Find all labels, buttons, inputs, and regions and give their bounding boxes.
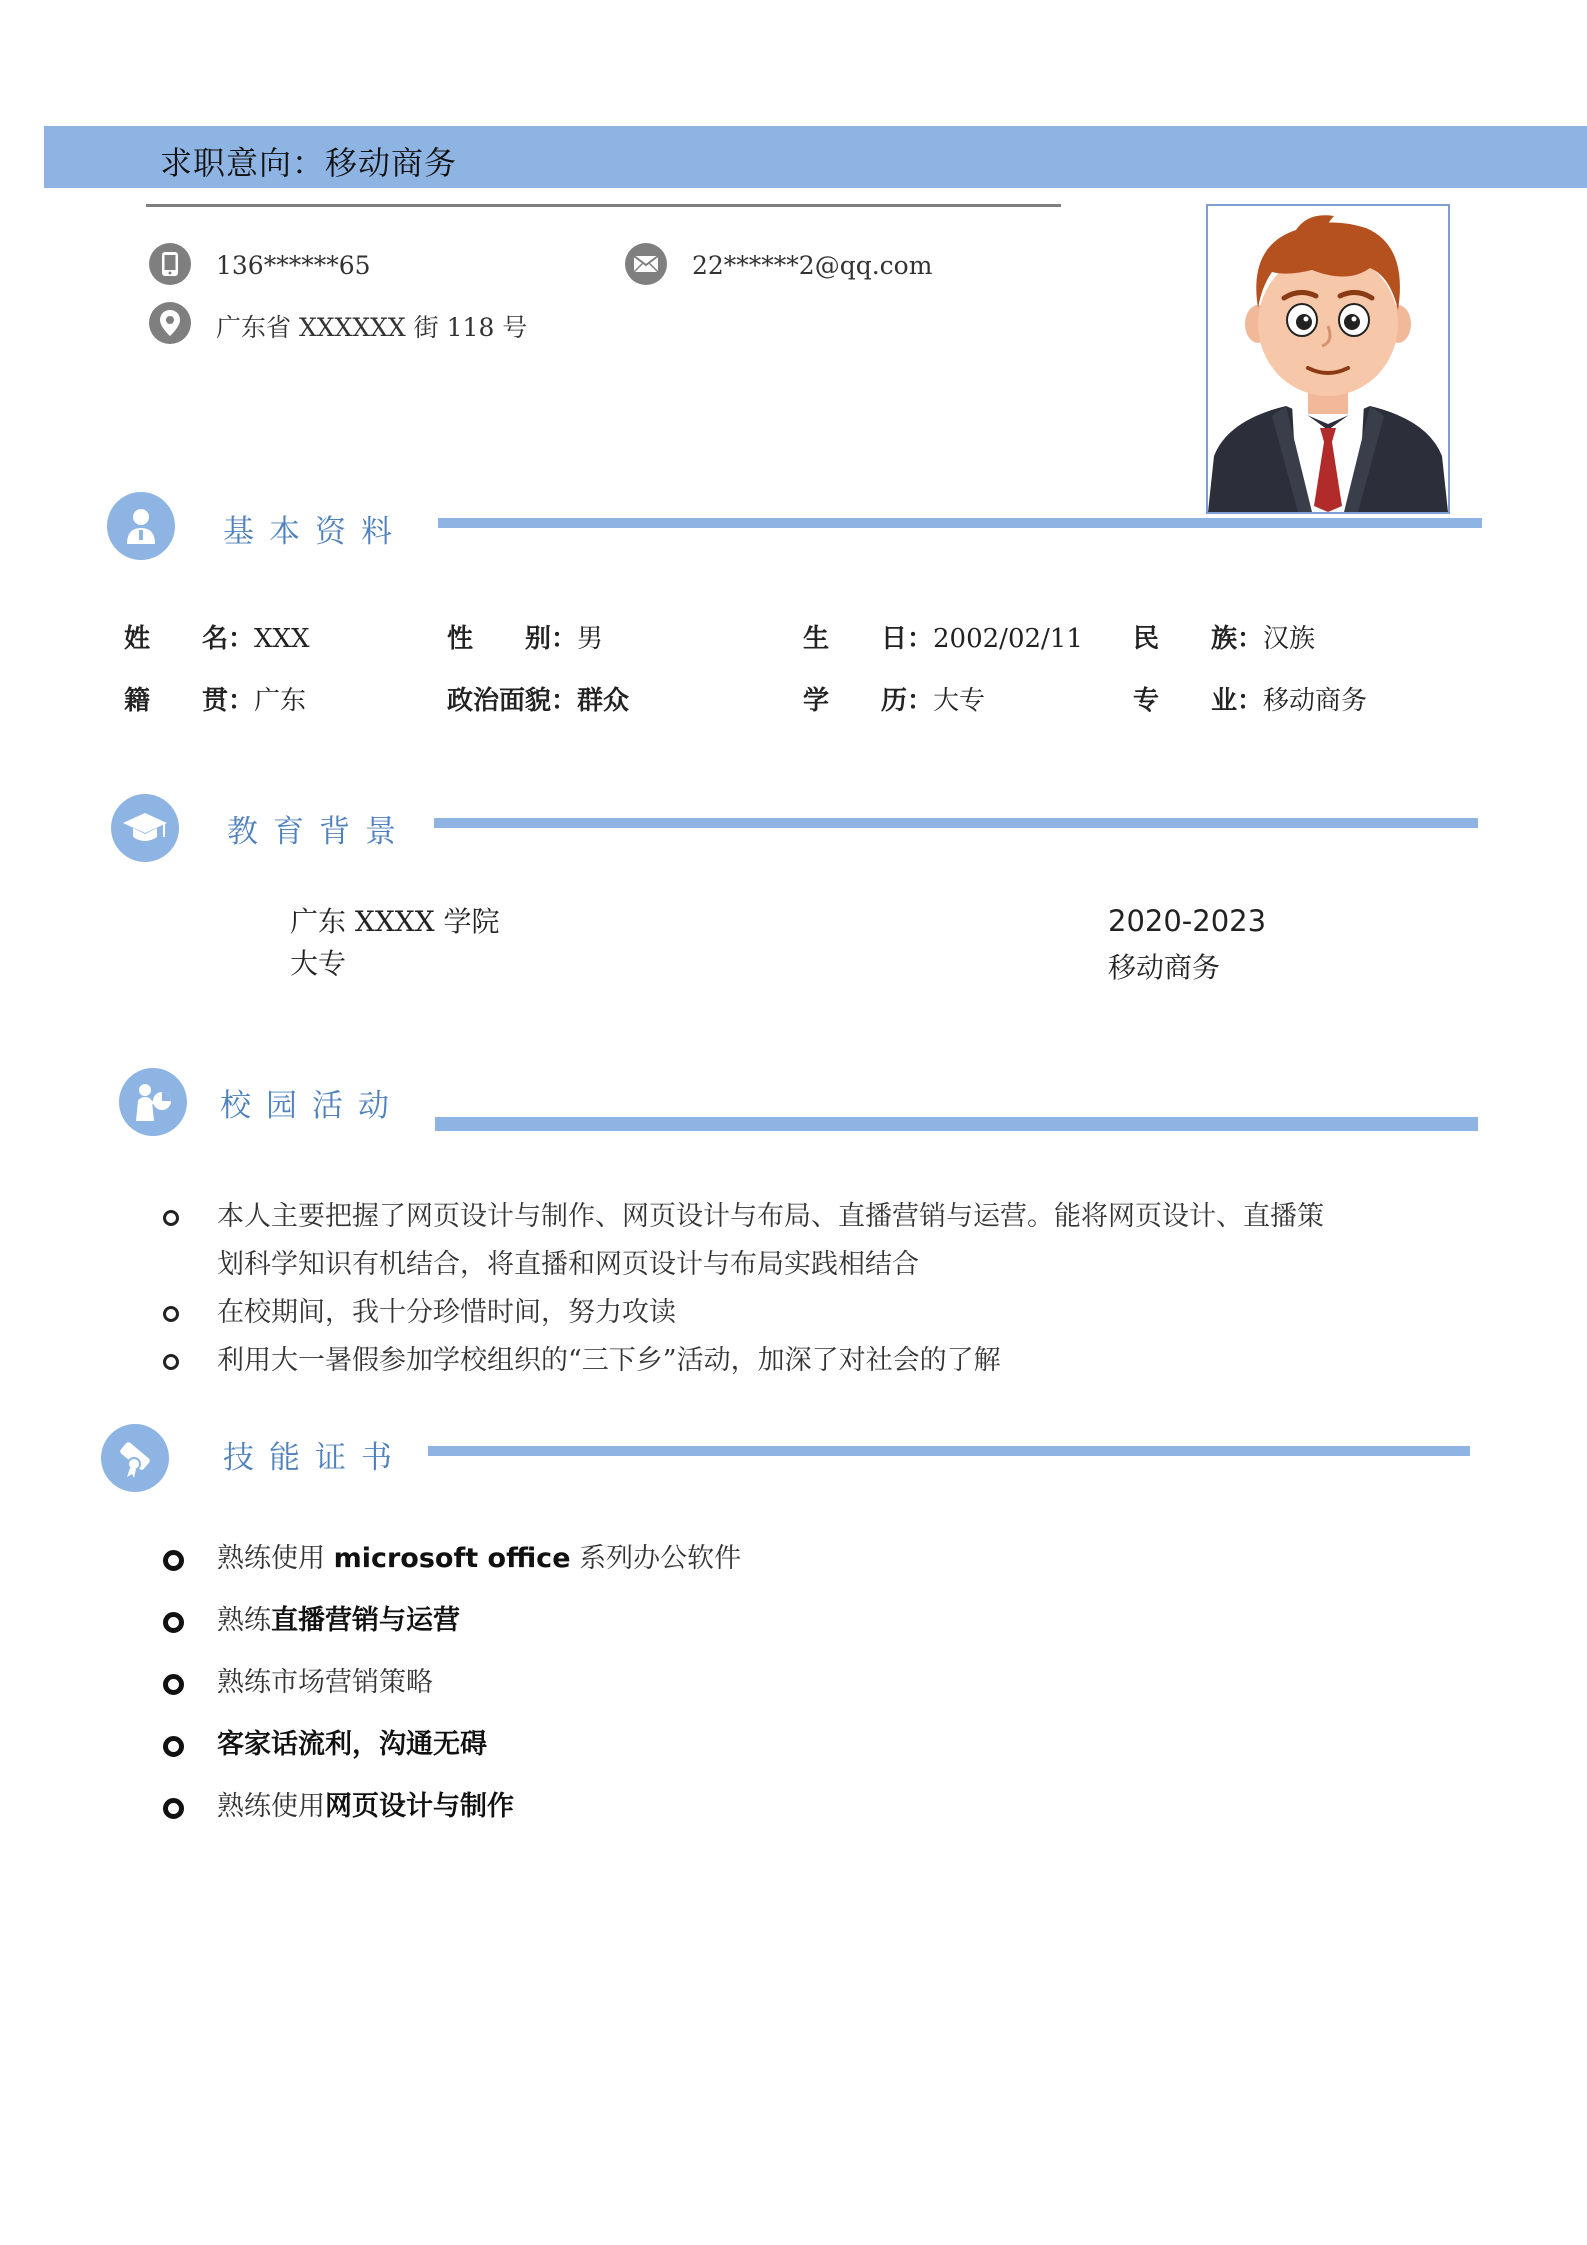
section-title-education: 教育背景	[227, 814, 411, 850]
info-education: 学 历：大专	[803, 686, 986, 716]
bullet-icon	[163, 1612, 184, 1633]
info-major: 专 业：移动商务	[1133, 686, 1368, 716]
profile-photo	[1206, 204, 1450, 514]
activities-list	[217, 1193, 1467, 1385]
bullet-icon	[163, 1736, 184, 1757]
user-icon	[107, 492, 175, 560]
section-title-activities: 校园活动	[220, 1088, 404, 1124]
list-item: 熟练市场营销策略	[217, 1652, 1417, 1714]
location-pin-icon	[149, 302, 191, 344]
list-item: 在校期间，我十分珍惜时间，努力攻读	[217, 1289, 1467, 1337]
info-name: 姓 名：XXX	[124, 624, 310, 654]
section-divider-basic	[438, 518, 1482, 528]
list-item: 客家话流利，沟通无碍	[217, 1714, 1417, 1776]
section-divider-activities	[435, 1117, 1478, 1131]
phone-icon	[149, 243, 191, 285]
presentation-icon	[119, 1068, 187, 1136]
job-objective-title: 求职意向：移动商务	[160, 144, 458, 182]
info-birthday: 生 日：2002/02/11	[803, 624, 1083, 654]
info-origin: 籍 贯：广东	[124, 686, 307, 716]
list-item: 本人主要把握了网页设计与制作、网页设计与布局、直播营销与运营。能将网页设计、直播策 划科学知识有机结合，将直播和网页设计与布局实践相结合	[217, 1193, 1467, 1289]
email-icon	[625, 243, 667, 285]
info-politics: 政治面貌：群众	[447, 686, 630, 716]
education-period: 2020-2023	[1108, 904, 1267, 938]
section-title-basic: 基本资料	[223, 514, 407, 550]
list-item: 熟练使用 microsoft office 系列办公软件	[217, 1528, 1417, 1590]
bullet-icon	[163, 1354, 179, 1370]
section-divider-education	[434, 818, 1478, 828]
bullet-icon	[163, 1674, 184, 1695]
graduation-cap-icon	[111, 794, 179, 862]
education-degree: 大专	[290, 947, 347, 980]
list-item: 利用大一暑假参加学校组织的“三下乡”活动，加深了对社会的了解	[217, 1337, 1467, 1385]
header-divider	[146, 204, 1061, 207]
address: 广东省 XXXXXX 街 118 号	[216, 313, 528, 342]
email-address: 22******2@qq.com	[692, 251, 933, 280]
bullet-icon	[163, 1550, 184, 1571]
section-divider-skills	[428, 1446, 1470, 1456]
education-major: 移动商务	[1108, 951, 1221, 984]
info-gender: 性 别：男	[447, 624, 604, 654]
skills-list	[217, 1528, 1417, 1838]
section-title-skills: 技能证书	[223, 1440, 407, 1476]
certificate-icon	[101, 1424, 169, 1492]
bullet-icon	[163, 1798, 184, 1819]
bullet-icon	[163, 1210, 179, 1226]
info-ethnicity: 民 族：汉族	[1133, 624, 1316, 654]
list-item: 熟练使用网页设计与制作	[217, 1776, 1417, 1838]
bullet-icon	[163, 1306, 179, 1322]
education-school: 广东 XXXX 学院	[290, 905, 500, 938]
list-item: 熟练直播营销与运营	[217, 1590, 1417, 1652]
phone-number: 136******65	[216, 251, 371, 280]
